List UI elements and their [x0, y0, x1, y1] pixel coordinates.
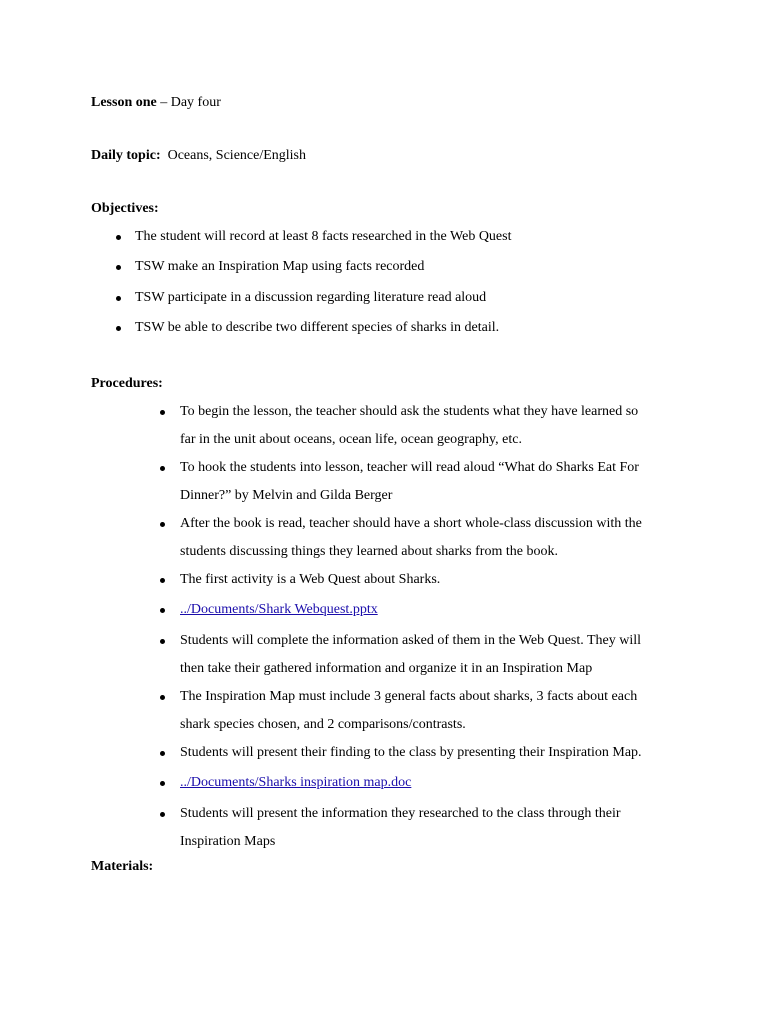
procedure-item-line: After the book is read, teacher should have a short whole-class discussion with the [180, 516, 642, 531]
procedure-item-line: Students will complete the information asked of them in the Web Quest. They will [180, 633, 642, 648]
lesson-day: – Day four [156, 95, 221, 110]
procedure-item-line: The first activity is a Web Quest about Sharks. [180, 572, 441, 587]
daily-topic-value: Oceans, Science/English [167, 148, 307, 163]
bullet-icon [160, 781, 165, 786]
bullet-icon [160, 466, 165, 471]
objective-item: TSW participate in a discussion regarding literature read aloud [135, 290, 487, 305]
daily-topic-label: Daily topic: [91, 148, 161, 163]
procedure-item-line: To hook the students into lesson, teacher will read aloud “What do Sharks Eat For [180, 460, 639, 475]
procedures-heading: Procedures: [91, 376, 163, 391]
sharks-inspiration-map-link[interactable]: ../Documents/Sharks inspiration map.doc [180, 775, 412, 790]
procedure-item-line: Dinner?” by Melvin and Gilda Berger [180, 488, 393, 503]
bullet-icon [160, 695, 165, 700]
procedure-item-line: To begin the lesson, the teacher should ask the students what they have learned so [180, 404, 639, 419]
procedure-item-line: then take their gathered information and organize it in an Inspiration Map [180, 661, 593, 676]
bullet-icon [160, 410, 165, 415]
bullet-icon [160, 639, 165, 644]
objective-item: TSW make an Inspiration Map using facts recorded [135, 259, 425, 274]
procedure-item-line: The Inspiration Map must include 3 general facts about sharks, 3 facts about each [180, 689, 638, 704]
materials-heading: Materials: [91, 859, 154, 874]
procedure-item-line: far in the unit about oceans, ocean life, ocean geography, etc. [180, 432, 522, 447]
procedure-item-line: shark species chosen, and 2 comparisons/contrasts. [180, 717, 466, 732]
bullet-icon [116, 235, 121, 240]
lesson-title [91, 94, 221, 112]
procedure-item-line: students discussing things they learned about sharks from the book. [180, 544, 558, 559]
bullet-icon [116, 326, 121, 331]
procedure-item-line: Inspiration Maps [180, 834, 276, 849]
procedure-item-line: Students will present their finding to the class by presenting their Inspiration Map. [180, 745, 642, 760]
objective-item: TSW be able to describe two different species of sharks in detail. [135, 320, 500, 335]
bullet-icon [160, 578, 165, 583]
objectives-heading: Objectives: [91, 201, 159, 216]
shark-webquest-link[interactable]: ../Documents/Shark Webquest.pptx [180, 602, 378, 617]
bullet-icon [160, 522, 165, 527]
procedure-item-line: Students will present the information they researched to the class through their [180, 806, 621, 821]
bullet-icon [160, 608, 165, 613]
bullet-icon [116, 296, 121, 301]
objective-item: The student will record at least 8 facts researched in the Web Quest [135, 229, 512, 244]
daily-topic [91, 147, 306, 165]
bullet-icon [160, 751, 165, 756]
bullet-icon [160, 812, 165, 817]
bullet-icon [116, 265, 121, 270]
lesson-label: Lesson one [91, 95, 157, 110]
